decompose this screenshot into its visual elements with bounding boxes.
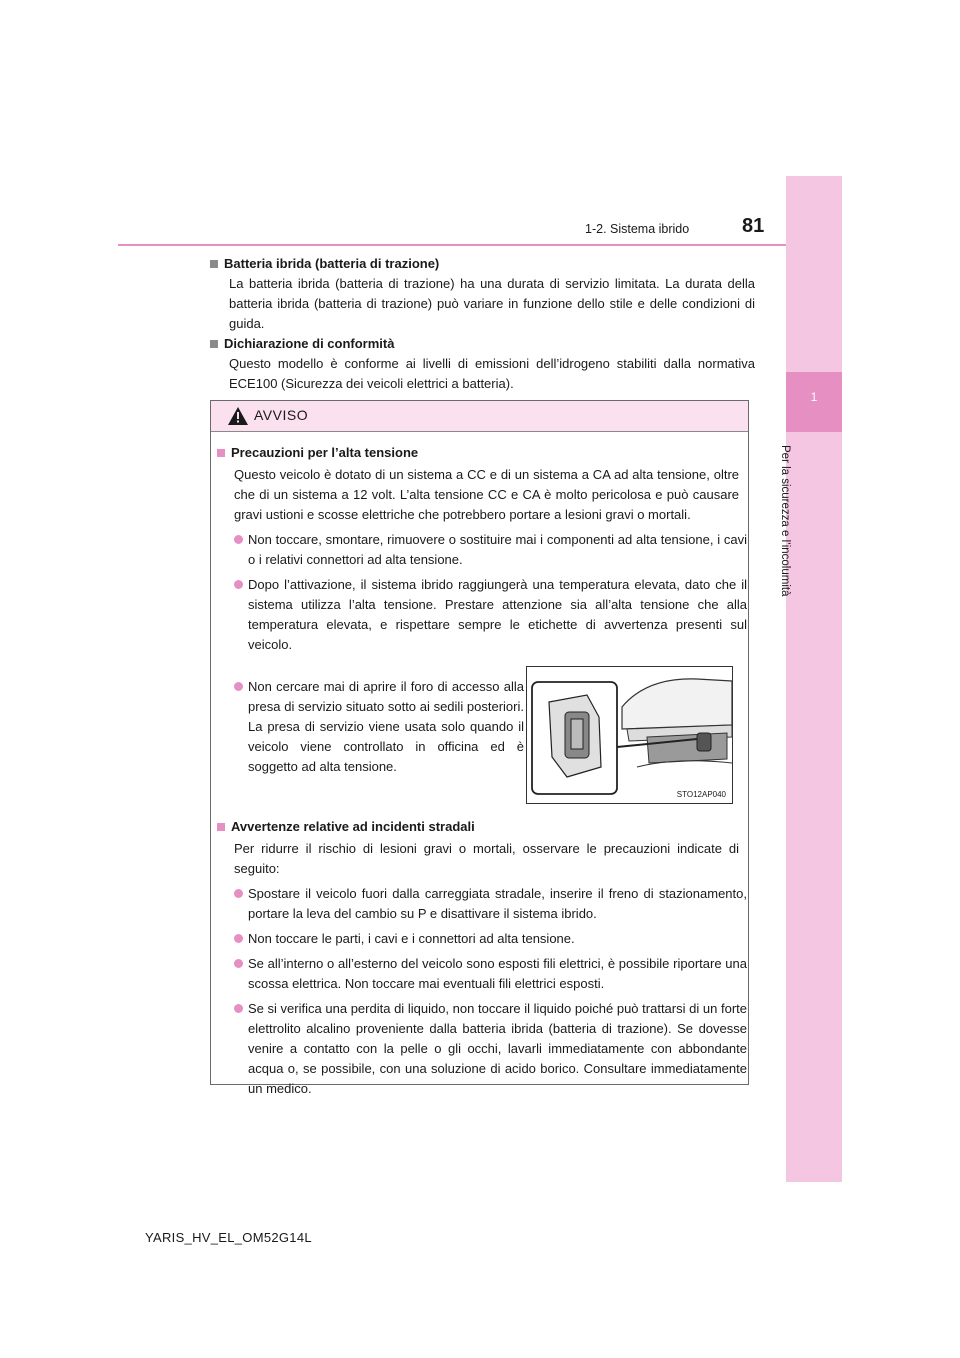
warning-box	[210, 400, 749, 1096]
page-number: 81	[742, 215, 765, 237]
bullet-icon	[234, 1004, 243, 1013]
square-bullet-icon	[217, 823, 225, 831]
list-item: Se si verifica una perdita di liquido, non toccare il liquido poiché può trattarsi di un forte elettrolito alcalino proveniente dalla batteria ibrida (batteria di trazione). Se dovesse venire a contatto con la pelle o gli occhi, lavarli immediatamente con abbondante acqua o, se possibile, con una soluzione di acido borico. Consultare immediatamente un medico.	[217, 999, 747, 1099]
chapter-number: 1	[810, 390, 818, 404]
bullet-icon	[234, 535, 243, 544]
list-item: Se all’interno o all’esterno del veicolo sono esposti fili elettrici, è possibile riportare una scossa elettrica. Non toccare mai eventuali fili elettrici esposti.	[217, 954, 747, 994]
bullet-icon	[234, 959, 243, 968]
list-item: Non cercare mai di aprire il foro di accesso alla presa di servizio situato sotto ai sedili posteriori. La presa di servizio viene usata solo quando il veicolo viene controllato in officina ed è soggetto ad alta tensione.	[217, 677, 524, 777]
service-plug-illustration	[526, 666, 733, 804]
chapter-sidebar	[786, 176, 842, 1182]
list-item: Dopo l’attivazione, il sistema ibrido raggiungerà una temperatura elevata, dato che il sistema utilizza l’alta tensione. Prestare attenzione sia all’alta tensione che alla temperatura elevata, e rispettare sempre le etichette di avvertenza presenti sul veicolo.	[217, 575, 747, 655]
high-voltage-body: Questo veicolo è dotato di un sistema a CC e di un sistema a CA ad alta tensione, oltre che di un sistema a 12 volt. L’alta tensione CC e CA è molto pericolosa e può causare gravi ustioni e scosse elettriche che potrebbero portare a lesioni gravi o mortali.	[234, 467, 739, 522]
accident-title: Avvertenze relative ad incidenti stradali	[231, 819, 475, 834]
section-title: 1-2. Sistema ibrido	[585, 222, 690, 236]
intro-conformity-body: Questo modello è conforme ai livelli di emissioni dell’idrogeno stabiliti dalla normativa ECE100 (Sicurezza dei veicoli elettrici a batteria).	[229, 356, 755, 391]
intro-battery	[210, 254, 755, 334]
list-item: Non toccare, smontare, rimuovere o sostituire mai i componenti ad alta tensione, i cavi o i relativi connettori ad alta tensione.	[217, 530, 747, 570]
intro-battery-title: Batteria ibrida (batteria di trazione)	[224, 256, 440, 271]
bullet-icon	[234, 934, 243, 943]
list-item: Non toccare le parti, i cavi e i connettori ad alta tensione.	[217, 929, 747, 949]
warning-title: AVVISO	[254, 407, 309, 423]
bullet-icon	[234, 682, 243, 691]
intro-conformity-title: Dichiarazione di conformità	[224, 336, 395, 351]
service-plug-drawing	[527, 667, 732, 803]
document-code: YARIS_HV_EL_OM52G14L	[145, 1230, 312, 1245]
bullet-icon	[234, 889, 243, 898]
warning-triangle-icon	[228, 407, 248, 425]
bullet-icon	[234, 580, 243, 589]
square-bullet-icon	[217, 449, 225, 457]
accident-section	[217, 817, 747, 1099]
square-bullet-icon	[210, 260, 218, 268]
high-voltage-title: Precauzioni per l’alta tensione	[231, 445, 419, 460]
intro-conformity	[210, 334, 755, 394]
square-bullet-icon	[210, 340, 218, 348]
header-rule	[118, 244, 786, 246]
accident-body: Per ridurre il rischio di lesioni gravi o mortali, osservare le precauzioni indicate di seguito:	[234, 841, 739, 876]
list-item: Spostare il veicolo fuori dalla carreggiata stradale, inserire il freno di stazionamento, portare la leva del cambio su P e disattivare il sistema ibrido.	[217, 884, 747, 924]
image-code: STO12AP040	[676, 790, 726, 799]
intro-battery-body: La batteria ibrida (batteria di trazione) ha una durata di servizio limitata. La durata della batteria ibrida (batteria di trazione) può variare in funzione dello stile e delle condizioni di guida.	[229, 276, 755, 331]
chapter-label: Per la sicurezza e l’incolumità	[779, 445, 791, 597]
